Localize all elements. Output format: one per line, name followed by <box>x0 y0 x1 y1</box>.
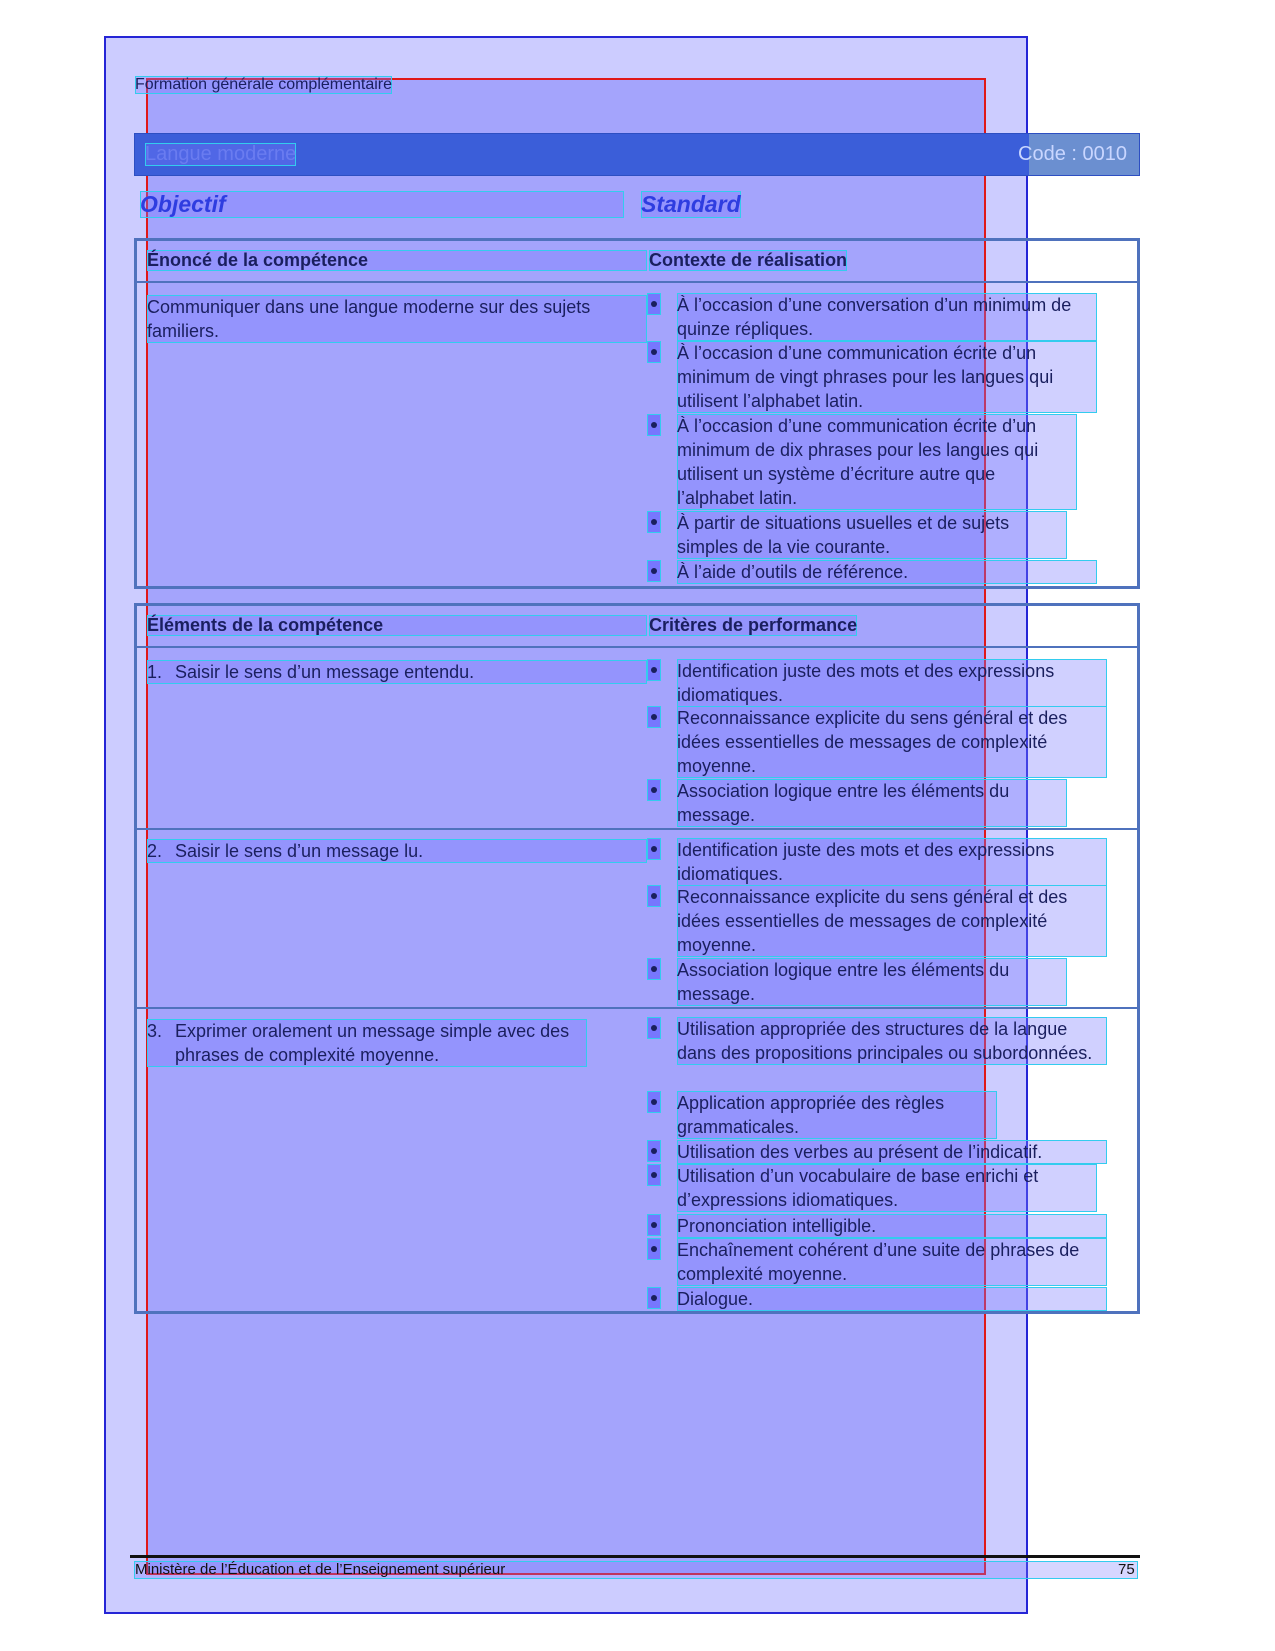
element-number: 1. <box>147 662 163 682</box>
table-header-row <box>137 241 1137 283</box>
competence-elements-table <box>134 603 1140 1314</box>
bullet-icon <box>647 659 661 681</box>
element-number: 2. <box>147 841 163 861</box>
elements-heading: Éléments de la compétence <box>147 615 647 636</box>
bullet-icon <box>647 1164 661 1186</box>
bullet-icon <box>647 779 661 801</box>
bullet-icon <box>647 511 661 533</box>
course-banner <box>134 133 1140 176</box>
competence-statement: Communiquer dans une langue moderne sur des sujets familiers. <box>147 295 647 343</box>
criterion-text: Prononciation intelligible. <box>677 1214 1107 1238</box>
statement-heading: Énoncé de la compétence <box>147 250 647 271</box>
element-number: 3. <box>147 1021 163 1041</box>
competence-statement-table <box>134 238 1140 589</box>
bullet-icon <box>647 560 661 582</box>
criterion-text: Identification juste des mots et des expressions idiomatiques. <box>677 659 1107 707</box>
criterion-text: Enchaînement cohérent d’une suite de phrases de complexité moyenne. <box>677 1238 1107 1286</box>
criterion-text: Reconnaissance explicite du sens général et des idées essentielles de messages de complexité moyenne. <box>677 885 1107 957</box>
bullet-icon <box>647 414 661 436</box>
course-title: Langue moderne <box>145 143 297 165</box>
criterion-text: Association logique entre les éléments du message. <box>677 779 1067 827</box>
bullet-icon <box>647 1091 661 1113</box>
row-divider <box>137 828 1137 830</box>
bullet-icon <box>647 1140 661 1162</box>
criterion-text: Utilisation d’un vocabulaire de base enrichi et d’expressions idiomatiques. <box>677 1164 1097 1212</box>
criterion-text: Utilisation des verbes au présent de l’indicatif. <box>677 1140 1107 1164</box>
criterion-text: Reconnaissance explicite du sens général et des idées essentielles de messages de complexité moyenne. <box>677 706 1107 778</box>
criterion-text: Dialogue. <box>677 1287 1107 1311</box>
element-3 <box>147 1019 587 1067</box>
running-header: Formation générale complémentaire <box>135 76 393 93</box>
footer-rule <box>130 1555 1140 1558</box>
criterion-text: Application appropriée des règles grammaticales. <box>677 1091 997 1139</box>
bullet-icon <box>647 1017 661 1039</box>
table-header-row <box>137 606 1137 648</box>
bullet-icon <box>647 958 661 980</box>
element-1 <box>147 660 647 684</box>
page-number: 75 <box>1118 1561 1135 1578</box>
row-divider <box>137 1007 1137 1009</box>
bullet-icon <box>647 1238 661 1260</box>
element-text: Saisir le sens d’un message lu. <box>175 841 424 861</box>
course-code: Code : 0010 <box>1018 143 1127 165</box>
standard-label: Standard <box>641 191 741 217</box>
criterion-text: Identification juste des mots et des expressions idiomatiques. <box>677 838 1107 886</box>
bullet-icon <box>647 1287 661 1309</box>
criterion-text: À l’occasion d’une communication écrite d’un minimum de vingt phrases pour les langues qui utilisent l’alphabet latin. <box>677 341 1097 413</box>
criterion-text: À partir de situations usuelles et de sujets simples de la vie courante. <box>677 511 1067 559</box>
bullet-icon <box>647 706 661 728</box>
bullet-icon <box>647 341 661 363</box>
bullet-icon <box>647 885 661 907</box>
objectif-label: Objectif <box>140 191 624 218</box>
element-2 <box>147 839 647 863</box>
bullet-icon <box>647 838 661 860</box>
element-text: Exprimer oralement un message simple avec des phrases de complexité moyenne. <box>175 1021 570 1065</box>
criterion-text: À l’occasion d’une communication écrite d’un minimum de dix phrases pour les langues qui utilisent un système d’écriture autre que l’alphabet latin. <box>677 414 1077 510</box>
bullet-icon <box>647 1214 661 1236</box>
criterion-text: Association logique entre les éléments du message. <box>677 958 1067 1006</box>
element-text: Saisir le sens d’un message entendu. <box>175 662 475 682</box>
bullet-icon <box>647 293 661 315</box>
criteria-heading: Critères de performance <box>649 615 858 635</box>
footer-ministry: Ministère de l’Éducation et de l’Enseignement supérieur <box>135 1561 506 1578</box>
criterion-text: Utilisation appropriée des structures de la langue dans des propositions principales ou subordonnées. <box>677 1017 1107 1065</box>
criterion-text: À l’aide d’outils de référence. <box>677 560 1097 584</box>
criterion-text: À l’occasion d’une conversation d’un minimum de quinze répliques. <box>677 293 1097 341</box>
context-heading: Contexte de réalisation <box>649 250 848 270</box>
